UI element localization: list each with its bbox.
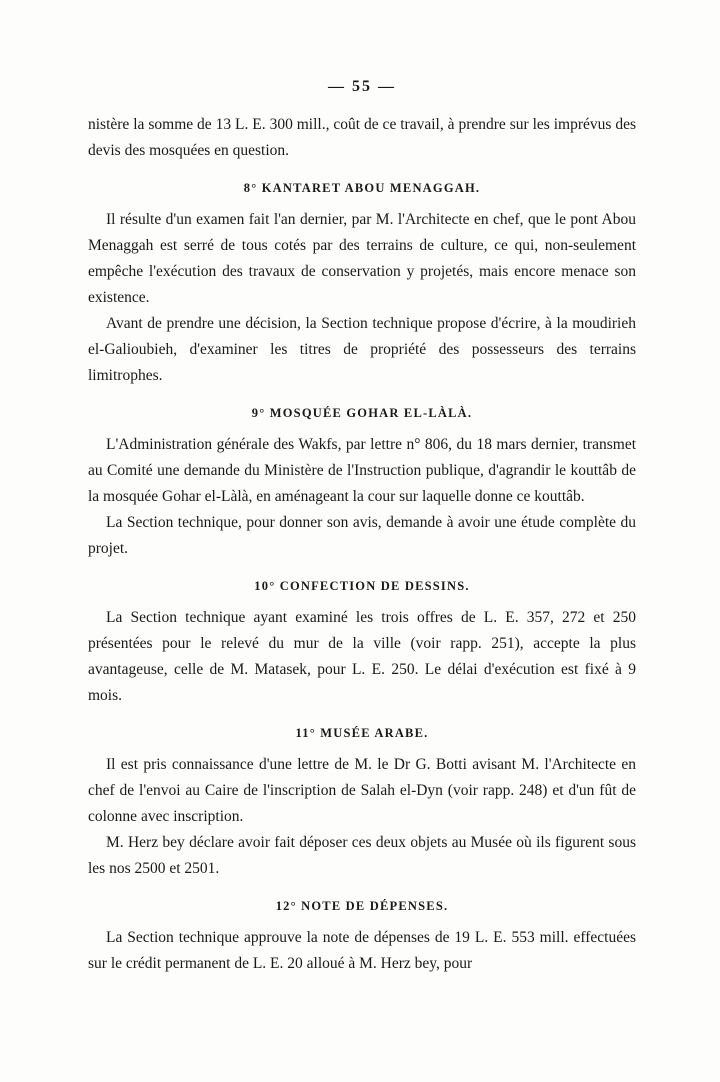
paragraph: Avant de prendre une décision, la Section technique propose d'écrire, à la moudirieh el-Galioubieh, d'examiner les titres de propriété des possesseurs des terrains limitrophes. [88,315,636,384]
paragraph: M. Herz bey déclare avoir fait déposer ces deux objets au Musée où ils figurent sous les nos 2500 et 2501. [88,834,636,877]
section-heading-12-note-de-depenses: 12° NOTE DE DÉPENSES. [275,899,449,913]
section-heading-11-musee-arabe: 11° MUSÉE ARABE. [295,726,429,740]
paragraph: La Section technique, pour donner son avis, demande à avoir une étude complète du projet. [88,514,636,557]
paragraph: Il résulte d'un examen fait l'an dernier, par M. l'Architecte en chef, que le pont Abou Menaggah est serré de tous cotés par des terrains de culture, ce qui, non-seulement empêche l'exécution des travaux de conservation y projetés, mais encore menace son existence. [88,211,636,306]
paragraph: La Section technique approuve la note de dépenses de 19 L. E. 553 mill. effectuées sur le crédit permanent de L. E. 20 alloué à M. Herz bey, pour [88,929,636,972]
paragraph: L'Administration générale des Wakfs, par lettre n° 806, du 18 mars dernier, transmet au Comité une demande du Ministère de l'Instruction publique, d'agrandir le kouttâb de la mosquée Gohar el-Làlà, en aménageant la cour sur laquelle donne ce kouttâb. [88,436,636,505]
paragraph: Il est pris connaissance d'une lettre de M. le Dr G. Botti avisant M. l'Architecte en chef de l'envoi au Caire de l'inscription de Salah el-Dyn (voir rapp. 248) et d'un fût de colonne avec inscription. [88,756,636,825]
section-heading-8-kantaret-abou-menaggah: 8° KANTARET ABOU MENAGGAH. [243,181,481,195]
page-content [88,78,636,977]
page-number: — 55 — [328,78,396,95]
paragraph: La Section technique ayant examiné les trois offres de L. E. 357, 272 et 250 présentées pour le relevé du mur de la ville (voir rapp. 251), accepte la plus avantageuse, celle de M. Matasek, pour L. E. 250. Le délai d'exécution est fixé à 9 mois. [88,609,636,704]
section-heading-9-mosquee-gohar-el-lala: 9° MOSQUÉE GOHAR EL-LÀLÀ. [251,406,473,420]
section-heading-10-confection-de-dessins: 10° CONFECTION DE DESSINS. [254,579,470,593]
paragraph-continuation: nistère la somme de 13 L. E. 300 mill., coût de ce travail, à prendre sur les imprévus des devis des mosquées en question. [88,116,636,159]
